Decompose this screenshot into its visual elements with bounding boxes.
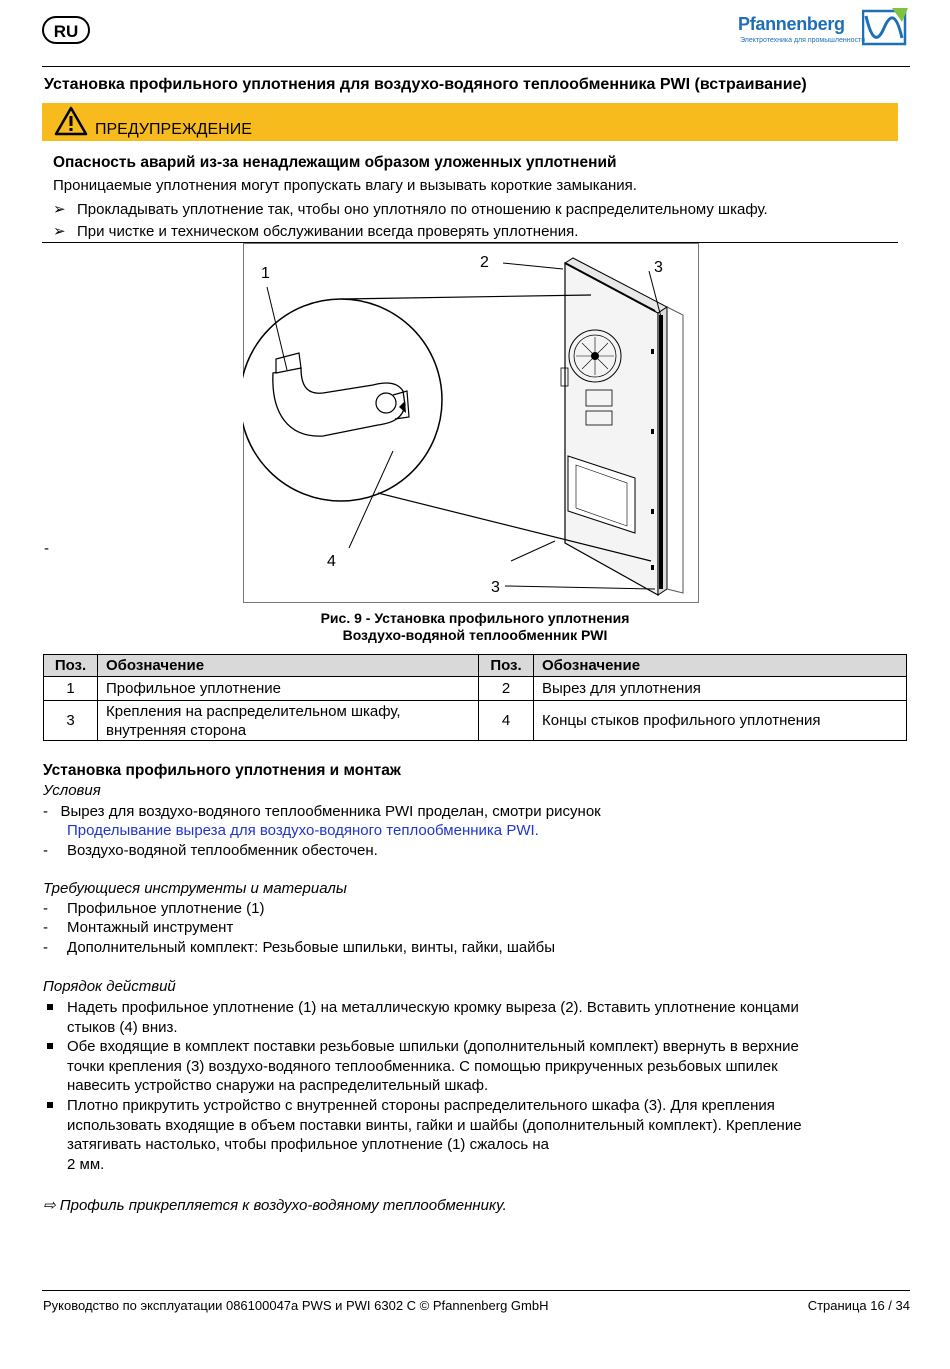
arrow-bullet-icon: ➢ (53, 223, 66, 240)
conditions-title: Условия (43, 782, 101, 799)
square-bullet-icon (47, 1004, 53, 1010)
brand-logo (738, 6, 910, 46)
footer-page-number: Страница 16 / 34 (807, 1298, 910, 1313)
tool-item: - Монтажный инструмент (43, 919, 234, 936)
footer-rule (42, 1290, 910, 1291)
legend-table (43, 654, 907, 741)
square-bullet-icon (47, 1043, 53, 1049)
table-cell: Вырез для уплотнения (534, 677, 907, 701)
arrow-bullet-icon: ➢ (53, 201, 66, 218)
table-cell: Крепления на распределительном шкафу, внутренняя сторона (98, 701, 479, 741)
result-line: ⇨ Профиль прикрепляется к воздухо-водяному теплообменнику. (43, 1197, 507, 1214)
warning-bullet: ➢ Прокладывать уплотнение так, чтобы оно уплотняло по отношению к распределительному шкафу. (53, 201, 768, 218)
warning-heading: Опасность аварий из-за ненадлежащим образом уложенных уплотнений (53, 154, 617, 171)
column-header: Обозначение (98, 655, 479, 677)
callout-4: 4 (327, 553, 336, 570)
tool-item: - Дополнительный комплект: Резьбовые шпильки, винты, гайки, шайбы (43, 939, 555, 956)
tool-item: - Профильное уплотнение (1) (43, 900, 265, 917)
warning-text: Проницаемые уплотнения могут пропускать влагу и вызывать короткие замыкания. (53, 177, 637, 194)
step-item: Плотно прикрутить устройство с внутренней стороны распределительного шкафа (3). Для крепления использовать входящие в объем поставки винты, гайки и шайбы (дополнительный комплект). Крепление затягивать настолько, чтобы профильное уплотнение (1) сжалось на 2 мм. (43, 1096, 907, 1174)
callout-1: 1 (261, 265, 270, 282)
table-cell: 2 (479, 677, 534, 701)
warning-triangle-icon (54, 106, 88, 136)
step-item: Обе входящие в комплект поставки резьбовые шпильки (дополнительный комплект) ввернуть в верхние точки крепления (3) воздухо-водяного теплообменника. С помощью прикрученных резьбовых шпилек навесить устройство снаружи на распределительный шкаф. (43, 1037, 907, 1096)
brand-tagline: Электротехника для промышленности (740, 37, 866, 44)
callout-2: 2 (480, 254, 489, 271)
steps-title: Порядок действий (43, 978, 176, 995)
warning-bullet: ➢ При чистке и техническом обслуживании всегда проверять уплотнения. (53, 223, 579, 240)
table-cell: Профильное уплотнение (98, 677, 479, 701)
table-cell: Концы стыков профильного уплотнения (534, 701, 907, 741)
table-cell: 3 (44, 701, 98, 741)
section-title: Установка профильного уплотнения для воздухо-водяного теплообменника PWI (встраивание) (44, 76, 807, 93)
cutout-reference-link[interactable]: Проделывание выреза для воздухо-водяного теплообменника PWI. (67, 822, 539, 839)
condition-item: - Воздухо-водяной теплообменник обесточен. (43, 842, 378, 859)
figure-caption: Рис. 9 - Установка профильного уплотнения (320, 610, 630, 626)
warning-banner (42, 103, 898, 141)
brand-name: Pfannenberg (738, 14, 845, 34)
table-cell: 1 (44, 677, 98, 701)
procedure-heading: Установка профильного уплотнения и монтаж (43, 762, 401, 779)
result-arrow-icon: ⇨ (43, 1197, 56, 1214)
callout-3-bottom: 3 (491, 579, 500, 596)
table-row (44, 677, 907, 701)
table-header-row (44, 655, 907, 677)
condition-item: - Вырез для воздухо-водяного теплообменника PWI проделан, смотри рисунок (43, 803, 601, 820)
step-item: Надеть профильное уплотнение (1) на металлическую кромку выреза (2). Вставить уплотнение концами стыков (4) вниз. (43, 998, 907, 1037)
table-cell: 4 (479, 701, 534, 741)
column-header: Обозначение (534, 655, 907, 677)
seal-installation-figure (243, 243, 699, 603)
square-bullet-icon (47, 1102, 53, 1108)
warning-label: ПРЕДУПРЕЖДЕНИЕ (95, 121, 252, 138)
figure-caption-sub: Воздухо-водяной теплообменник PWI (342, 627, 608, 643)
callout-3-top: 3 (654, 259, 663, 276)
stray-dash: - (44, 540, 49, 557)
footer-document-info: Руководство по эксплуатации 086100047a PWS и PWI 6302 C © Pfannenberg GmbH (43, 1298, 549, 1313)
column-header: Поз. (44, 655, 98, 677)
column-header: Поз. (479, 655, 534, 677)
table-row (44, 701, 907, 741)
language-badge: RU (42, 16, 90, 44)
tools-title: Требующиеся инструменты и материалы (43, 880, 347, 897)
header-rule (42, 66, 910, 67)
brand-mark-icon (862, 8, 908, 46)
